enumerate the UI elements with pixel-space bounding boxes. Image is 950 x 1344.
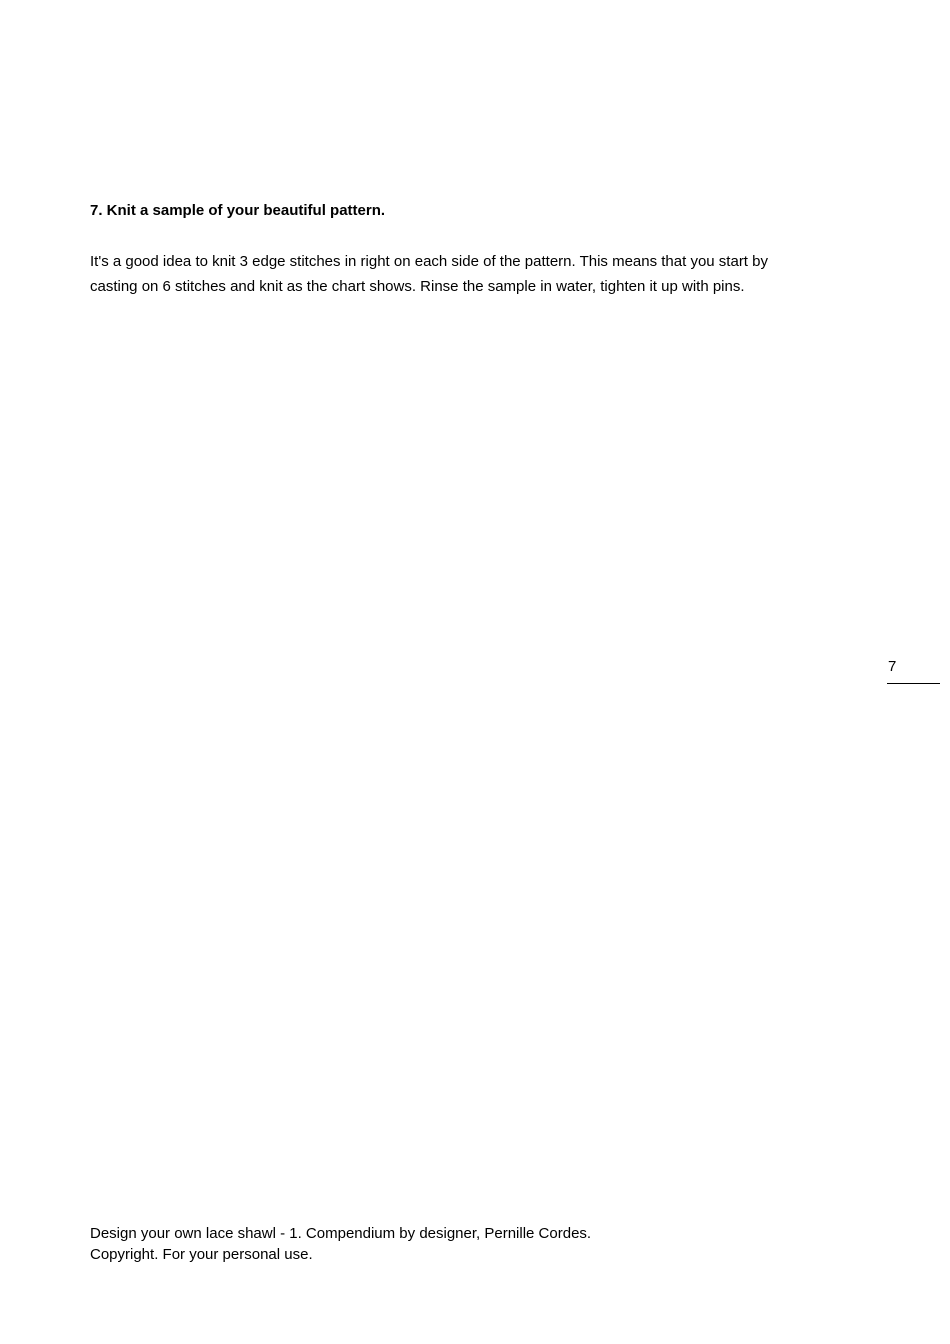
page-number-underline	[887, 683, 940, 684]
page-footer	[90, 1223, 591, 1265]
footer-line: Copyright. For your personal use.	[90, 1246, 313, 1263]
section-heading: 7. Knit a sample of your beautiful pattern.	[90, 202, 386, 219]
page-number: 7	[888, 658, 897, 675]
paragraph-line: It's a good idea to knit 3 edge stitches in right on each side of the pattern. This means that you start by	[90, 253, 768, 270]
section-paragraph	[90, 249, 850, 299]
footer-line: Design your own lace shawl - 1. Compendium by designer, Pernille Cordes.	[90, 1225, 592, 1242]
paragraph-line: casting on 6 stitches and knit as the chart shows. Rinse the sample in water, tighten it up with pins.	[90, 278, 745, 295]
